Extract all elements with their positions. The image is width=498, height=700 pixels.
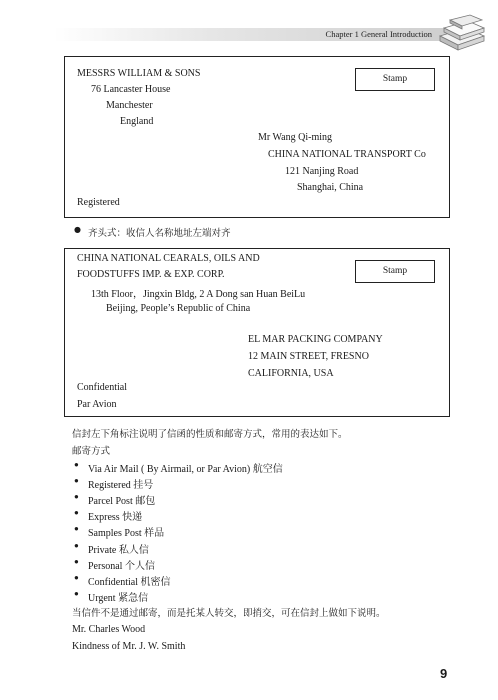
- books-icon: [436, 14, 488, 54]
- example-line: Mr. Charles Wood: [72, 624, 146, 635]
- hand-delivery-note: 当信件不是通过邮寄，而是托某人转交，即捎交，可在信封上做如下说明。: [72, 608, 386, 619]
- list-item: ● Via Air Mail ( By Airmail, or Par Avion) 航空信: [88, 460, 283, 475]
- envelope-example-2: [64, 248, 450, 417]
- envelope-example-1: [64, 56, 450, 218]
- page-number: 9: [440, 666, 448, 681]
- mail-notation: Confidential: [77, 382, 127, 393]
- recipient-line: Shanghai, China: [297, 182, 364, 193]
- sender-line: England: [120, 116, 154, 127]
- sender-line: 76 Lancaster House: [91, 84, 171, 95]
- sender-line: 13th Floor，Jingxin Bldg, 2 A Dong san Huan BeiLu: [91, 289, 306, 300]
- recipient-line: 121 Nanjing Road: [285, 166, 359, 177]
- stamp-box: Stamp: [355, 68, 435, 91]
- mail-types-heading: 邮寄方式: [72, 446, 111, 457]
- list-item: ● Private 私人信: [88, 541, 149, 556]
- sender-line: Beijing, People’s Republic of China: [106, 303, 251, 314]
- list-item: ● Parcel Post 邮包: [88, 492, 155, 507]
- example-line: Kindness of Mr. J. W. Smith: [72, 641, 186, 652]
- running-title: Chapter 1 General Introduction: [325, 29, 432, 39]
- list-item: ● Urgent 紧急信: [88, 589, 148, 604]
- stamp-box: Stamp: [355, 260, 435, 283]
- list-item: ● Confidential 机密信: [88, 573, 171, 588]
- bullet-block-style: ● 齐头式：收信人名称地址左端对齐: [88, 225, 231, 239]
- recipient-line: EL MAR PACKING COMPANY: [248, 334, 383, 345]
- sender-line: CHINA NATIONAL CEARALS, OILS AND: [77, 253, 260, 264]
- intro-paragraph: 信封左下角标注说明了信函的性质和邮寄方式，常用的表达如下。: [72, 429, 348, 440]
- sender-line: Manchester: [106, 100, 153, 111]
- recipient-line: Mr Wang Qi-ming: [258, 132, 333, 143]
- recipient-line: 12 MAIN STREET, FRESNO: [248, 351, 369, 362]
- list-item: ● Express 快递: [88, 508, 142, 523]
- sender-line: MESSRS WILLIAM & SONS: [77, 68, 201, 79]
- mail-notation: Par Avion: [77, 399, 117, 410]
- recipient-line: CHINA NATIONAL TRANSPORT Co: [268, 149, 426, 160]
- sender-line: FOODSTUFFS IMP. & EXP. CORP.: [77, 269, 225, 280]
- list-item: ● Registered 挂号: [88, 476, 153, 491]
- list-item: ● Samples Post 样品: [88, 524, 164, 539]
- mail-notation: Registered: [77, 197, 120, 208]
- list-item: ● Personal 个人信: [88, 557, 155, 572]
- recipient-line: CALIFORNIA, USA: [248, 368, 334, 379]
